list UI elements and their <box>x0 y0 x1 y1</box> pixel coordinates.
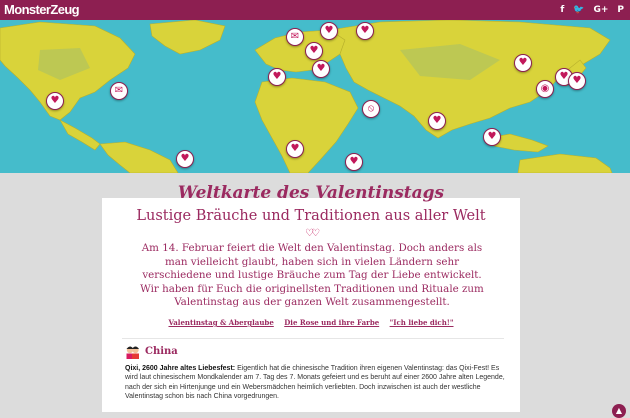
china-body: Eigentlich hat die chinesische Tradition ihren eigenen Valentinstag: das Qixi-Fest! Es wird laut chinesischem Mondkalender am 7. Tag des 7. Monats gefeiert und es beruht auf einer 2600 Jahre alten Legende, nach der sich ein Hirtenjunge und ein Webersmädchen heimlich verliebten. Doch inzwischen ist auch der westliche Valentinstag schon bis nach China vorgedrungen. <box>125 365 505 401</box>
related-links <box>102 318 520 327</box>
pin-south-america[interactable]: ♥ <box>176 150 194 168</box>
pin-europe-3[interactable]: ♥ <box>320 22 338 40</box>
site-logo[interactable]: MonsterZeug <box>4 2 80 17</box>
pin-southeast-asia[interactable]: ♥ <box>483 128 501 146</box>
link-rose-farbe[interactable]: Die Rose und ihre Farbe <box>284 318 380 327</box>
section-divider <box>122 338 504 339</box>
twitter-icon[interactable]: 🐦 <box>573 5 585 15</box>
google-plus-icon[interactable]: G+ <box>593 5 609 15</box>
pin-north-america-1[interactable]: ✉ <box>110 82 128 100</box>
section-heading-china: China <box>145 346 178 357</box>
pin-east-asia[interactable]: ♥ <box>568 72 586 90</box>
pin-europe-2[interactable]: ♥ <box>305 42 323 60</box>
china-paragraph <box>125 364 510 402</box>
link-aberglaube[interactable]: Valentinstag & Aberglaube <box>168 318 274 327</box>
pinterest-icon[interactable]: P <box>617 5 624 15</box>
pin-middle-east[interactable]: ⦸ <box>362 100 380 118</box>
pin-europe-6[interactable]: ♥ <box>356 22 374 40</box>
page-title: Weltkarte des Valentinstags <box>177 183 445 203</box>
valentines-world-map <box>0 20 630 173</box>
pin-africa-south[interactable]: ♥ <box>345 153 363 171</box>
intro-paragraph: Am 14. Februar feiert die Welt den Valentinstag. Doch anders als man vielleicht glaubt, haben sich in vielen Ländern sehr verschiedene und lustige Bräuche zum Tag der Liebe entwickelt. Wir haben für Euch die originellsten Traditionen und Rituale zum Valentinstag aus der ganzen Welt zusammengestellt. <box>140 242 484 308</box>
social-share-bar <box>560 0 624 20</box>
page-subtitle: Lustige Bräuche und Traditionen aus aller Welt <box>136 208 486 224</box>
pin-japan-1[interactable]: ♥ <box>555 68 573 86</box>
pin-japan-2[interactable]: ◉ <box>536 80 554 98</box>
china-couple-icon <box>125 345 140 359</box>
link-ich-liebe-dich[interactable]: "Ich liebe dich!" <box>389 318 454 327</box>
pin-africa-west[interactable]: ♥ <box>286 140 304 158</box>
china-lead: Qixi, 2600 Jahre altes Liebesfest: <box>125 365 236 372</box>
facebook-icon[interactable]: f <box>560 5 565 15</box>
pin-europe-5[interactable]: ♥ <box>312 60 330 78</box>
pin-china[interactable]: ♥ <box>514 54 532 72</box>
scroll-up-icon[interactable]: ▲ <box>612 404 626 418</box>
hearts-ornament-icon: ♡♡ <box>305 228 317 239</box>
pin-europe-1[interactable]: ✉ <box>286 28 304 46</box>
pin-north-america-2[interactable]: ♥ <box>46 92 64 110</box>
pin-europe-4[interactable]: ♥ <box>268 68 286 86</box>
top-navigation-bar <box>0 0 630 20</box>
pin-india[interactable]: ♥ <box>428 112 446 130</box>
